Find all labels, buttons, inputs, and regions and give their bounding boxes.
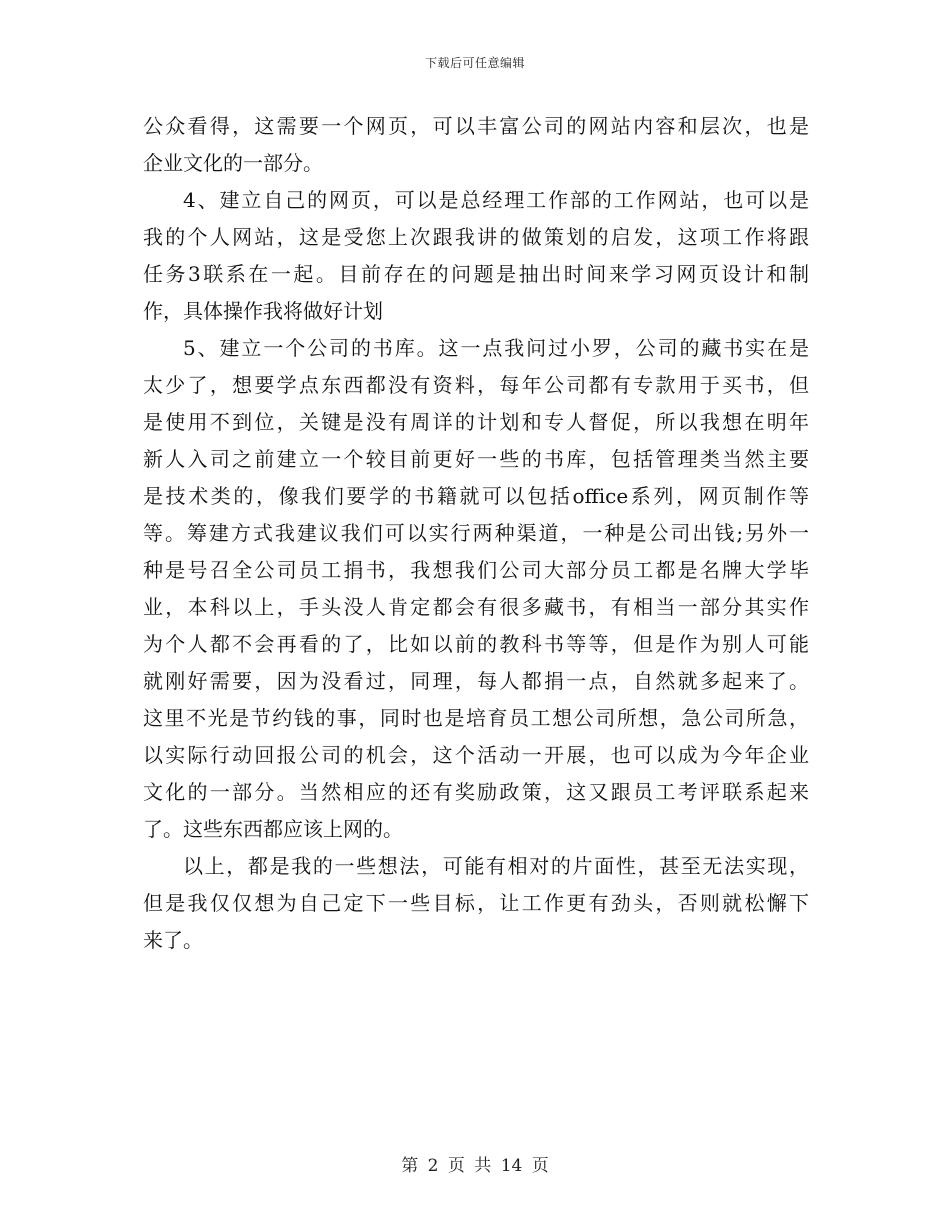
text-line: 企业文化的一部分。 [143, 151, 323, 175]
text-line: 任务3联系在一起。目前存在的问题是抽出时间来学习网页设计和制 [143, 262, 809, 286]
text-line: 5、建立一个公司的书库。这一点我问过小罗，公司的藏书实在是 [183, 336, 809, 360]
text-line: 新人入司之前建立一个较目前更好一些的书库，包括管理类当然主要 [143, 447, 809, 471]
text-line: 以实际行动回报公司的机会，这个活动一开展，也可以成为今年企业 [143, 743, 809, 767]
text-line: 这里不光是节约钱的事，同时也是培育员工想公司所想，急公司所急， [143, 706, 809, 730]
text-line: 为个人都不会再看的了，比如以前的教科书等等，但是作为别人可能 [143, 632, 809, 656]
text-line: 来了。 [143, 928, 203, 952]
page-number-footer: 第 2 页 共 14 页 [401, 1156, 549, 1176]
text-line: 我的个人网站，这是受您上次跟我讲的做策划的启发，这项工作将跟 [143, 225, 809, 249]
text-line: 作，具体操作我将做好计划 [143, 299, 383, 323]
document-body [143, 108, 809, 959]
page-header: 下载后可任意编辑 [424, 56, 525, 70]
text-line: 公众看得，这需要一个网页，可以丰富公司的网站内容和层次，也是 [143, 114, 809, 138]
text-line: 了。这些东西都应该上网的。 [143, 817, 403, 841]
paragraph-2 [143, 182, 809, 330]
text-line: 业，本科以上，手头没人肯定都会有很多藏书，有相当一部分其实作 [143, 595, 809, 619]
text-line: 种是号召全公司员工捐书，我想我们公司大部分员工都是名牌大学毕 [143, 558, 809, 582]
text-line: 文化的一部分。当然相应的还有奖励政策，这又跟员工考评联系起来 [143, 780, 809, 804]
text-line: 就刚好需要，因为没看过，同理，每人都捐一点，自然就多起来了。 [143, 669, 809, 693]
paragraph-3 [143, 330, 809, 848]
text-line: 是技术类的，像我们要学的书籍就可以包括office系列，网页制作等 [143, 484, 809, 508]
paragraph-4 [143, 848, 809, 959]
text-line: 4、建立自己的网页，可以是总经理工作部的工作网站，也可以是 [183, 188, 809, 212]
text-line: 以上，都是我的一些想法，可能有相对的片面性，甚至无法实现， [183, 854, 809, 878]
text-line: 太少了，想要学点东西都没有资料，每年公司都有专款用于买书，但 [143, 373, 809, 397]
text-line: 是使用不到位，关键是没有周详的计划和专人督促，所以我想在明年 [143, 410, 809, 434]
text-line: 但是我仅仅想为自己定下一些目标，让工作更有劲头，否则就松懈下 [143, 891, 809, 915]
text-line: 等。筹建方式我建议我们可以实行两种渠道，一种是公司出钱;另外一 [143, 521, 809, 545]
paragraph-1 [143, 108, 809, 182]
